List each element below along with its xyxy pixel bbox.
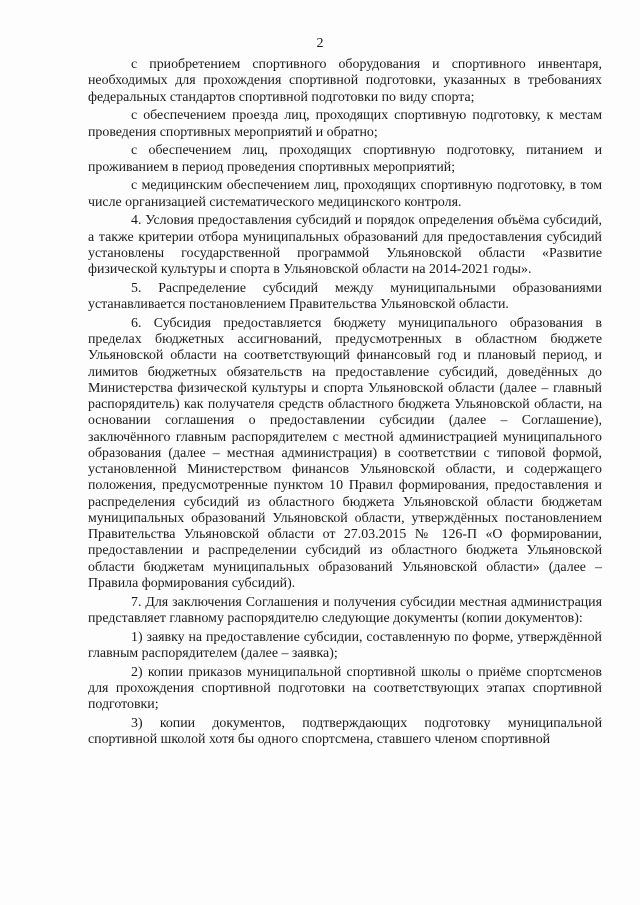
paragraph-item-4: 4. Условия предоставления субсидий и порядок определения объёма субсидий, а также критерии отбора муниципальных образований для предоставления субсидий установлены государственной программой Ульяновской области «Развитие физической культуры и спорта в Ульяновской области на 2014-2021 годы».: [88, 213, 602, 277]
paragraph-subitem-3: 3) копии документов, подтверждающих подготовку муниципальной спортивной школой хотя бы одного спортсмена, ставшего членом спортивной: [88, 715, 602, 747]
paragraph-item-6: 6. Субсидия предоставляется бюджету муниципального образования в пределах бюджетных ассигнований, предусмотренных в областном бюджете Ульяновской области на соответствующий финансовый год и плановый период, и лимитов бюджетных обязательств на предоставление субсидий, доведённых до Министерства физической культуры и спорта Ульяновской области (далее – главный распорядитель) как получателя средств областного бюджета Ульяновской области, на основании соглашения о предоставлении субсидии (далее – Соглашение), заключённого главным распорядителем с местной администрацией муниципального образования (далее – местная администрация) в соответствии с типовой формой, установленной Министерством финансов Ульяновской области, и содержащего положения, предусмотренные пунктом 10 Правил формирования, предоставления и распределения субсидий из областного бюджета Ульяновской области бюджетам муниципальных образований Ульяновской области, утверждённых постановлением Правительства Ульяновской области от 27.03.2015 № 126-П «О формировании, предоставлении и распределении субсидий из областного бюджета Ульяновской области бюджетам муниципальных образований Ульяновской области» (далее – Правила формирования субсидий).: [88, 315, 602, 591]
paragraph-sports-equipment: с приобретением спортивного оборудования и спортивного инвентаря, необходимых для прохождения спортивной подготовки, указанных в требованиях федеральных стандартов спортивной подготовки по виду спорта;: [88, 57, 602, 105]
document-body: [88, 57, 602, 751]
paragraph-travel: с обеспечением проезда лиц, проходящих спортивную подготовку, к местам проведения спортивных мероприятий и обратно;: [88, 108, 602, 140]
paragraph-subitem-1: 1) заявку на предоставление субсидии, составленную по форме, утверждённой главным распорядителем (далее – заявка);: [88, 629, 602, 661]
paragraph-medical: с медицинским обеспечением лиц, проходящих спортивную подготовку, в том числе организацией систематического медицинского контроля.: [88, 178, 602, 210]
paragraph-subitem-2: 2) копии приказов муниципальной спортивной школы о приёме спортсменов для прохождения спортивной подготовки на соответствующих этапах спортивной подготовки;: [88, 664, 602, 712]
page-number: 2: [316, 36, 324, 51]
paragraph-food-lodging: с обеспечением лиц, проходящих спортивную подготовку, питанием и проживанием в период проведения спортивных мероприятий;: [88, 143, 602, 175]
paragraph-item-5: 5. Распределение субсидий между муниципальными образованиями устанавливается постановлением Правительства Ульяновской области.: [88, 280, 602, 312]
paragraph-item-7: 7. Для заключения Соглашения и получения субсидии местная администрация представляет главному распорядителю следующие документы (копии документов):: [88, 594, 602, 626]
